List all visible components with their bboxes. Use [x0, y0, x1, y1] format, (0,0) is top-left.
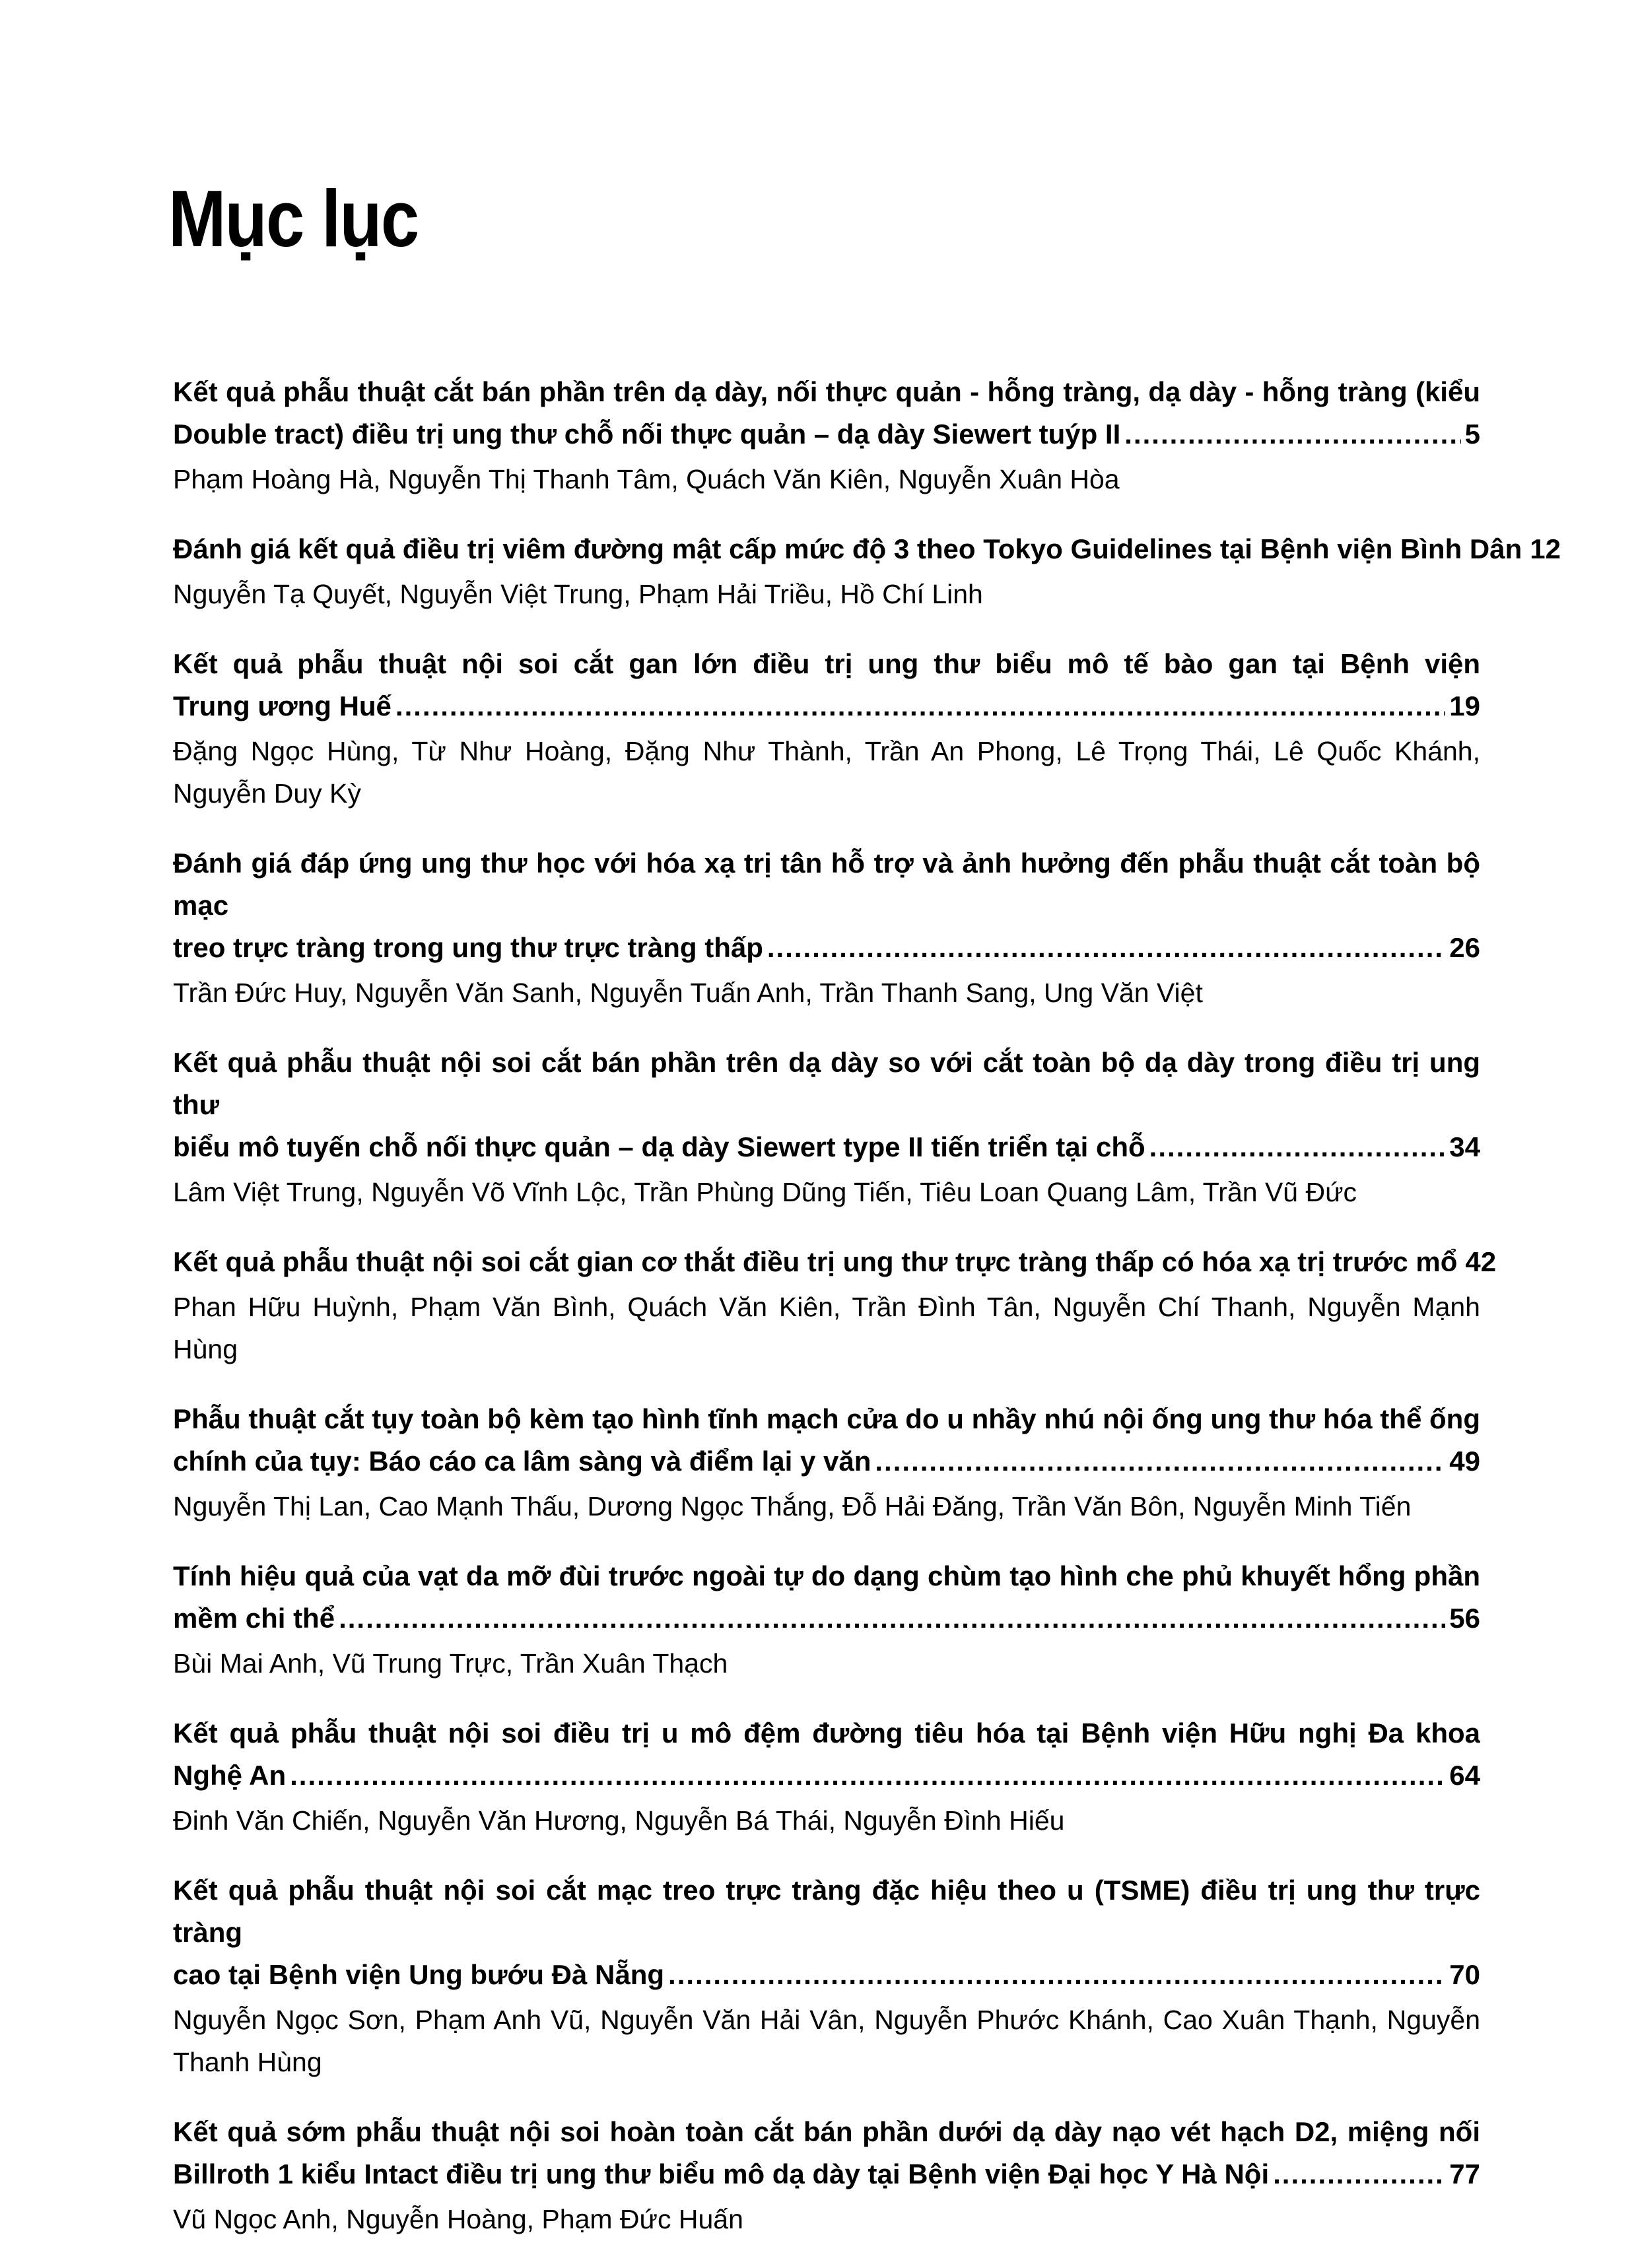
entry-authors: Lâm Việt Trung, Nguyễn Võ Vĩnh Lộc, Trần Phùng Dũng Tiến, Tiêu Loan Quang Lâm, Trần Vũ Đức [173, 1177, 1357, 1207]
entry-title-last-line[interactable] [173, 1754, 1480, 1797]
entry-title-text: Billroth 1 kiểu Intact điều trị ung thư biểu mô dạ dày tại Bệnh viện Đại học Y Hà Nội [173, 2158, 1270, 2189]
entry-title-text: Kết quả phẫu thuật nội soi cắt gian cơ thắt điều trị ung thư trực tràng thấp có hóa xạ trị trước mổ [173, 1246, 1458, 1277]
entry-title-last-line[interactable] [173, 2153, 1480, 2195]
entry-authors: Đinh Văn Chiến, Nguyễn Văn Hương, Nguyễn Bá Thái, Nguyễn Đình Hiếu [173, 1805, 1065, 1836]
page-number: 70 [1449, 1959, 1480, 1990]
toc-entry[interactable] [173, 1555, 1480, 1684]
page-number: 5 [1464, 418, 1480, 450]
entry-title-line: Đánh giá đáp ứng ung thư học với hóa xạ trị tân hỗ trợ và ảnh hưởng đến phẫu thuật cắt toàn bộ mạc [173, 848, 1480, 921]
page-number: 64 [1449, 1760, 1480, 1791]
entry-authors: Nguyễn Ngọc Sơn, Phạm Anh Vũ, Nguyễn Văn Hải Vân, Nguyễn Phước Khánh, Cao Xuân Thạnh, Nguyễn Thanh Hùng [173, 2005, 1480, 2077]
toc-entry[interactable] [173, 1241, 1497, 1370]
entry-title-text: mềm chi thể [173, 1603, 335, 1634]
entry-title-line: Kết quả phẫu thuật nội soi cắt mạc treo trực tràng đặc hiệu theo u (TSME) điều trị ung thư trực tràng [173, 1875, 1480, 1948]
entry-title[interactable] [173, 371, 1480, 413]
page-number: 56 [1449, 1603, 1480, 1634]
entry-authors: Phan Hữu Huỳnh, Phạm Văn Bình, Quách Văn Kiên, Trần Đình Tân, Nguyễn Chí Thanh, Nguyễn Mạnh Hùng [173, 1292, 1480, 1364]
toc-entry[interactable] [173, 643, 1480, 815]
entry-title[interactable] [173, 1555, 1480, 1597]
page-number: 12 [1530, 533, 1561, 564]
entry-authors: Nguyễn Thị Lan, Cao Mạnh Thấu, Dương Ngọc Thắng, Đỗ Hải Đăng, Trần Văn Bôn, Nguyễn Minh Tiến [173, 1491, 1412, 1521]
toc-entry[interactable] [173, 1869, 1480, 2083]
entry-authors: Nguyễn Tạ Quyết, Nguyễn Việt Trung, Phạm Hải Triều, Hồ Chí Linh [173, 579, 983, 609]
entry-title-last-line[interactable] [173, 927, 1480, 969]
entry-title[interactable] [173, 1398, 1480, 1440]
page-number: 34 [1449, 1131, 1480, 1162]
entry-authors: Vũ Ngọc Anh, Nguyễn Hoàng, Phạm Đức Huấn [173, 2204, 743, 2234]
entry-authors: Bùi Mai Anh, Vũ Trung Trực, Trần Xuân Thạch [173, 1648, 728, 1679]
dot-leader [767, 927, 1445, 969]
toc-entry[interactable] [173, 371, 1480, 500]
entry-title-text: treo trực tràng trong ung thư trực tràng thấp [173, 932, 763, 963]
entry-title-text: biểu mô tuyến chỗ nối thực quản – dạ dày Siewert type II tiến triển tại chỗ [173, 1131, 1145, 1162]
entry-title[interactable] [173, 2111, 1480, 2153]
toc-entry[interactable] [173, 1398, 1480, 1527]
entry-title-line: Tính hiệu quả của vạt da mỡ đùi trước ngoài tự do dạng chùm tạo hình che phủ khuyết hổng phần [173, 1560, 1480, 1591]
dot-leader [1124, 413, 1460, 455]
entry-title-last-line[interactable] [173, 413, 1480, 455]
page-title: Mục lục [168, 174, 419, 263]
page-number: 19 [1449, 690, 1480, 721]
entry-title-last-line[interactable] [173, 685, 1480, 727]
entry-title-text: Double tract) điều trị ung thư chỗ nối thực quản – dạ dày Siewert tuýp II [173, 418, 1121, 450]
entry-title-line: Phẫu thuật cắt tụy toàn bộ kèm tạo hình tĩnh mạch cửa do u nhầy nhú nội ống ung thư hóa thể ống [173, 1403, 1480, 1434]
dot-leader [1149, 1126, 1446, 1168]
entry-title-last-line[interactable] [173, 528, 1561, 570]
entry-title[interactable] [173, 1869, 1480, 1954]
entry-title-line: Kết quả phẫu thuật cắt bán phần trên dạ dày, nối thực quản - hỗng tràng, dạ dày - hỗng tràng (kiểu [173, 376, 1480, 407]
toc-entry[interactable] [173, 842, 1480, 1014]
entry-authors: Trần Đức Huy, Nguyễn Văn Sanh, Nguyễn Tuấn Anh, Trần Thanh Sang, Ung Văn Việt [173, 978, 1203, 1008]
entry-title-last-line[interactable] [173, 1954, 1480, 1996]
dot-leader [395, 685, 1445, 727]
toc-entry[interactable] [173, 1042, 1480, 1213]
table-of-contents [173, 371, 1561, 2268]
page-number: 26 [1449, 932, 1480, 963]
dot-leader [875, 1440, 1445, 1483]
entry-title-line: Kết quả phẫu thuật nội soi cắt bán phần trên dạ dày so với cắt toàn bộ dạ dày trong điều trị ung thư [173, 1047, 1480, 1120]
entry-title-last-line[interactable] [173, 1440, 1480, 1483]
dot-leader [668, 1954, 1445, 1996]
entry-title-last-line[interactable] [173, 1597, 1480, 1640]
entry-title-text: Trung ương Huế [173, 690, 392, 721]
entry-title-text: Nghệ An [173, 1760, 287, 1791]
toc-entry[interactable] [173, 2111, 1480, 2240]
entry-title[interactable] [173, 1712, 1480, 1754]
entry-title-text: Đánh giá kết quả điều trị viêm đường mật cấp mức độ 3 theo Tokyo Guidelines tại Bệnh viện Bình Dân [173, 533, 1522, 564]
entry-title[interactable] [173, 842, 1480, 927]
toc-entry[interactable] [173, 528, 1561, 615]
dot-leader [339, 1597, 1445, 1640]
entry-authors: Phạm Hoàng Hà, Nguyễn Thị Thanh Tâm, Quách Văn Kiên, Nguyễn Xuân Hòa [173, 464, 1120, 494]
page-number: 42 [1465, 1246, 1497, 1277]
page-number: 77 [1449, 2158, 1480, 2189]
entry-title[interactable] [173, 1042, 1480, 1126]
entry-title-text: cao tại Bệnh viện Ung bướu Đà Nẵng [173, 1959, 665, 1990]
entry-title-last-line[interactable] [173, 1241, 1497, 1283]
entry-title[interactable] [173, 643, 1480, 685]
entry-authors: Đặng Ngọc Hùng, Từ Như Hoàng, Đặng Như Thành, Trần An Phong, Lê Trọng Thái, Lê Quốc Khánh, Nguyễn Duy Kỳ [173, 736, 1480, 809]
entry-title-line: Kết quả phẫu thuật nội soi cắt gan lớn điều trị ung thư biểu mô tế bào gan tại Bệnh viện [173, 648, 1480, 679]
dot-leader [1273, 2153, 1445, 2195]
dot-leader [290, 1754, 1445, 1797]
entry-title-text: chính của tụy: Báo cáo ca lâm sàng và điểm lại y văn [173, 1446, 871, 1477]
entry-title-line: Kết quả sớm phẫu thuật nội soi hoàn toàn cắt bán phần dưới dạ dày nạo vét hạch D2, miệng nối [173, 2116, 1480, 2147]
entry-title-line: Kết quả phẫu thuật nội soi điều trị u mô đệm đường tiêu hóa tại Bệnh viện Hữu nghị Đa khoa [173, 1718, 1480, 1749]
toc-entry[interactable] [173, 1712, 1480, 1842]
page-number: 49 [1449, 1446, 1480, 1477]
entry-title-last-line[interactable] [173, 1126, 1480, 1168]
